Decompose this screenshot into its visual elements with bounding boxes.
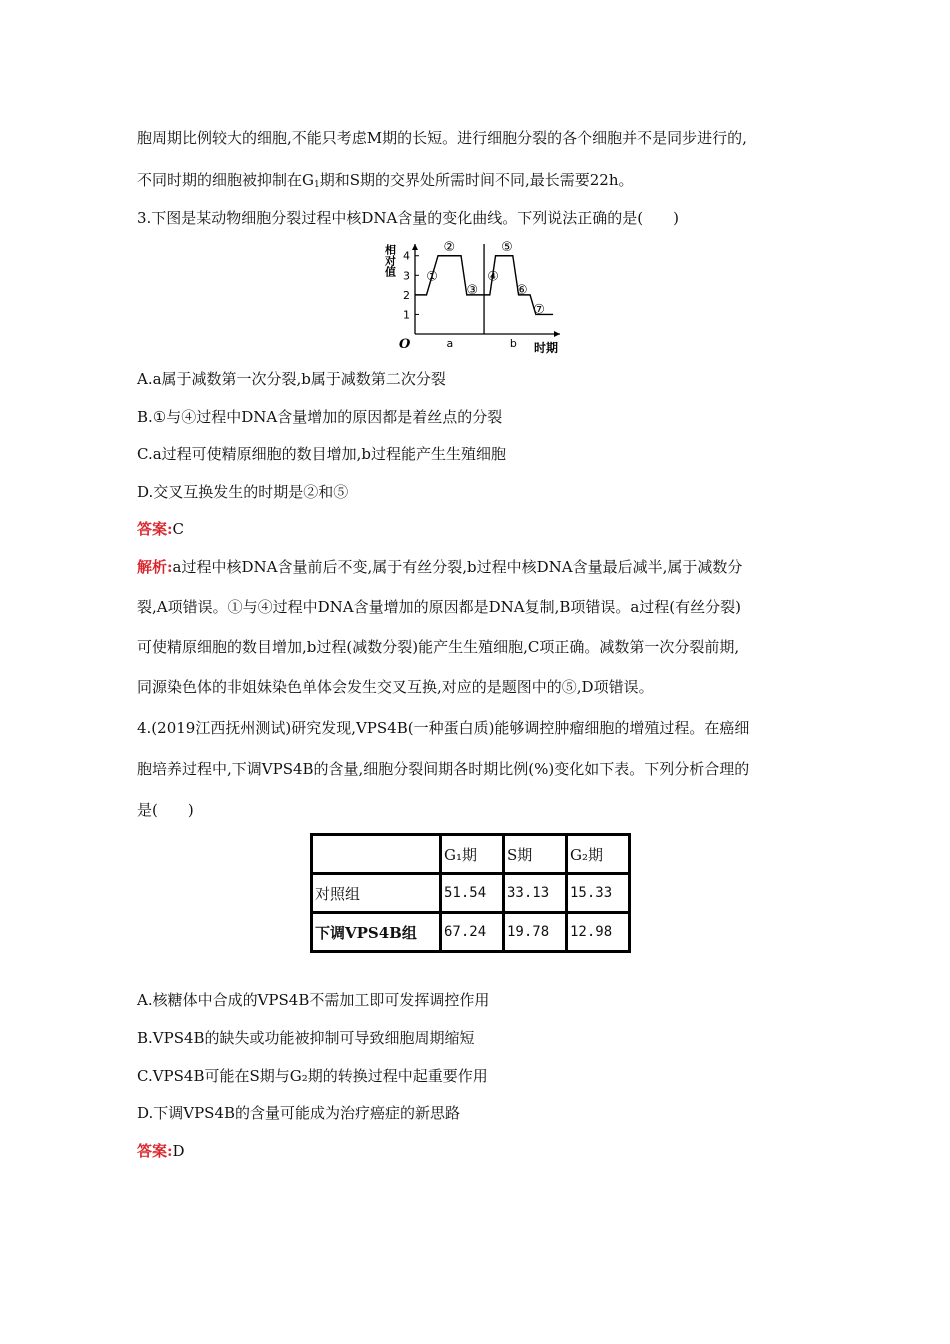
q3-stem: 3.下图是某动物细胞分裂过程中核DNA含量的变化曲线。下列说法正确的是( ) xyxy=(137,209,680,227)
origin-label: O xyxy=(399,337,411,352)
x-axis-label: 时期 xyxy=(534,341,559,355)
q3-option-c: C.a过程可使精原细胞的数目增加,b过程能产生生殖细胞 xyxy=(137,445,507,463)
stage-label: ⑦ xyxy=(533,302,545,318)
q4-answer-label: 答案: xyxy=(137,1142,173,1160)
stage-label: ④ xyxy=(487,269,499,285)
stage-label: ⑤ xyxy=(501,239,513,255)
table-cell: 下调VPS4B组 xyxy=(312,913,441,952)
intro-line-2-post: 期和S期的交界处所需时间不同,最长需要22h。 xyxy=(319,171,634,189)
intro-line-2 xyxy=(137,170,634,195)
table-cell: 33.13 xyxy=(504,874,567,913)
q3-analysis-line-2: 裂,A项错误。①与④过程中DNA含量增加的原因都是DNA复制,B项错误。a过程(有丝分裂) xyxy=(137,598,742,616)
table-row xyxy=(312,874,630,913)
q3-answer-value: C xyxy=(172,520,185,538)
table-header-cell: S期 xyxy=(504,835,567,874)
table-cell: 12.98 xyxy=(567,913,630,952)
x-axis-arrow xyxy=(554,331,560,337)
cell-cycle-table xyxy=(310,833,631,953)
table-cell: 15.33 xyxy=(567,874,630,913)
stage-label: ③ xyxy=(466,283,479,298)
q4-stem-line-3: 是( ) xyxy=(137,801,194,819)
q3-analysis-label: 解析: xyxy=(137,558,173,576)
q3-answer xyxy=(137,519,184,539)
q4-option-a: A.核糖体中合成的VPS4B不需加工即可发挥调控作用 xyxy=(137,991,490,1009)
y-axis-arrow xyxy=(412,244,418,250)
q3-option-b: B.①与④过程中DNA含量增加的原因都是着丝点的分裂 xyxy=(137,408,503,426)
q4-stem-line-1: 4.(2019江西抚州测试)研究发现,VPS4B(一种蛋白质)能够调控肿瘤细胞的增殖过程。在癌细 xyxy=(137,719,750,737)
y-tick-label: 1 xyxy=(403,308,410,322)
q3-answer-label: 答案: xyxy=(137,520,173,538)
table-cell: 对照组 xyxy=(312,874,441,913)
q3-analysis-line-4: 同源染色体的非姐妹染色单体会发生交叉互换,对应的是题图中的⑤,D项错误。 xyxy=(137,678,654,696)
segment-label-a: a xyxy=(446,337,454,350)
q4-option-c: C.VPS4B可能在S期与G₂期的转换过程中起重要作用 xyxy=(137,1067,488,1085)
q3-analysis-line-3: 可使精原细胞的数目增加,b过程(减数分裂)能产生生殖细胞,C项正确。减数第一次分裂前期, xyxy=(137,638,740,656)
q4-answer xyxy=(137,1141,185,1161)
stage-label: ① xyxy=(426,269,438,285)
q3-option-a: A.a属于减数第一次分裂,b属于减数第二次分裂 xyxy=(137,370,446,388)
y-tick-label: 2 xyxy=(403,288,410,302)
y-tick-label: 3 xyxy=(403,269,410,283)
table-header-cell: G₂期 xyxy=(567,835,630,874)
table-cell: 51.54 xyxy=(441,874,504,913)
stage-label: ⑥ xyxy=(516,283,528,298)
table-cell: 67.24 xyxy=(441,913,504,952)
table-row xyxy=(312,913,630,952)
intro-line-2-sub: 1 xyxy=(313,180,320,190)
y-tick-label: 4 xyxy=(403,249,410,263)
q3-analysis-line-1 xyxy=(137,557,742,577)
q4-stem-line-2: 胞培养过程中,下调VPS4B的含量,细胞分裂间期各时期比例(%)变化如下表。下列分析合理的 xyxy=(137,760,750,778)
intro-line-1: 胞周期比例较大的细胞,不能只考虑M期的长短。进行细胞分裂的各个细胞并不是同步进行的, xyxy=(137,129,747,147)
y-axis-label: 相对值 xyxy=(383,244,397,277)
table-header-row xyxy=(312,835,630,874)
intro-line-2-pre: 不同时期的细胞被抑制在G xyxy=(137,171,314,189)
q3-analysis-text-1: a过程中核DNA含量前后不变,属于有丝分裂,b过程中核DNA含量最后减半,属于减数分 xyxy=(172,558,743,576)
q3-option-d: D.交叉互换发生的时期是②和⑤ xyxy=(137,483,349,501)
q4-option-b: B.VPS4B的缺失或功能被抑制可导致细胞周期缩短 xyxy=(137,1029,475,1047)
stage-label: ② xyxy=(443,239,456,255)
table-cell: 19.78 xyxy=(504,913,567,952)
table-header-cell: G₁期 xyxy=(441,835,504,874)
q4-answer-value: D xyxy=(172,1142,185,1160)
segment-label-b: b xyxy=(509,337,517,350)
dna-content-chart xyxy=(370,236,575,358)
q4-option-d: D.下调VPS4B的含量可能成为治疗癌症的新思路 xyxy=(137,1104,461,1122)
table-header-cell xyxy=(312,835,441,874)
